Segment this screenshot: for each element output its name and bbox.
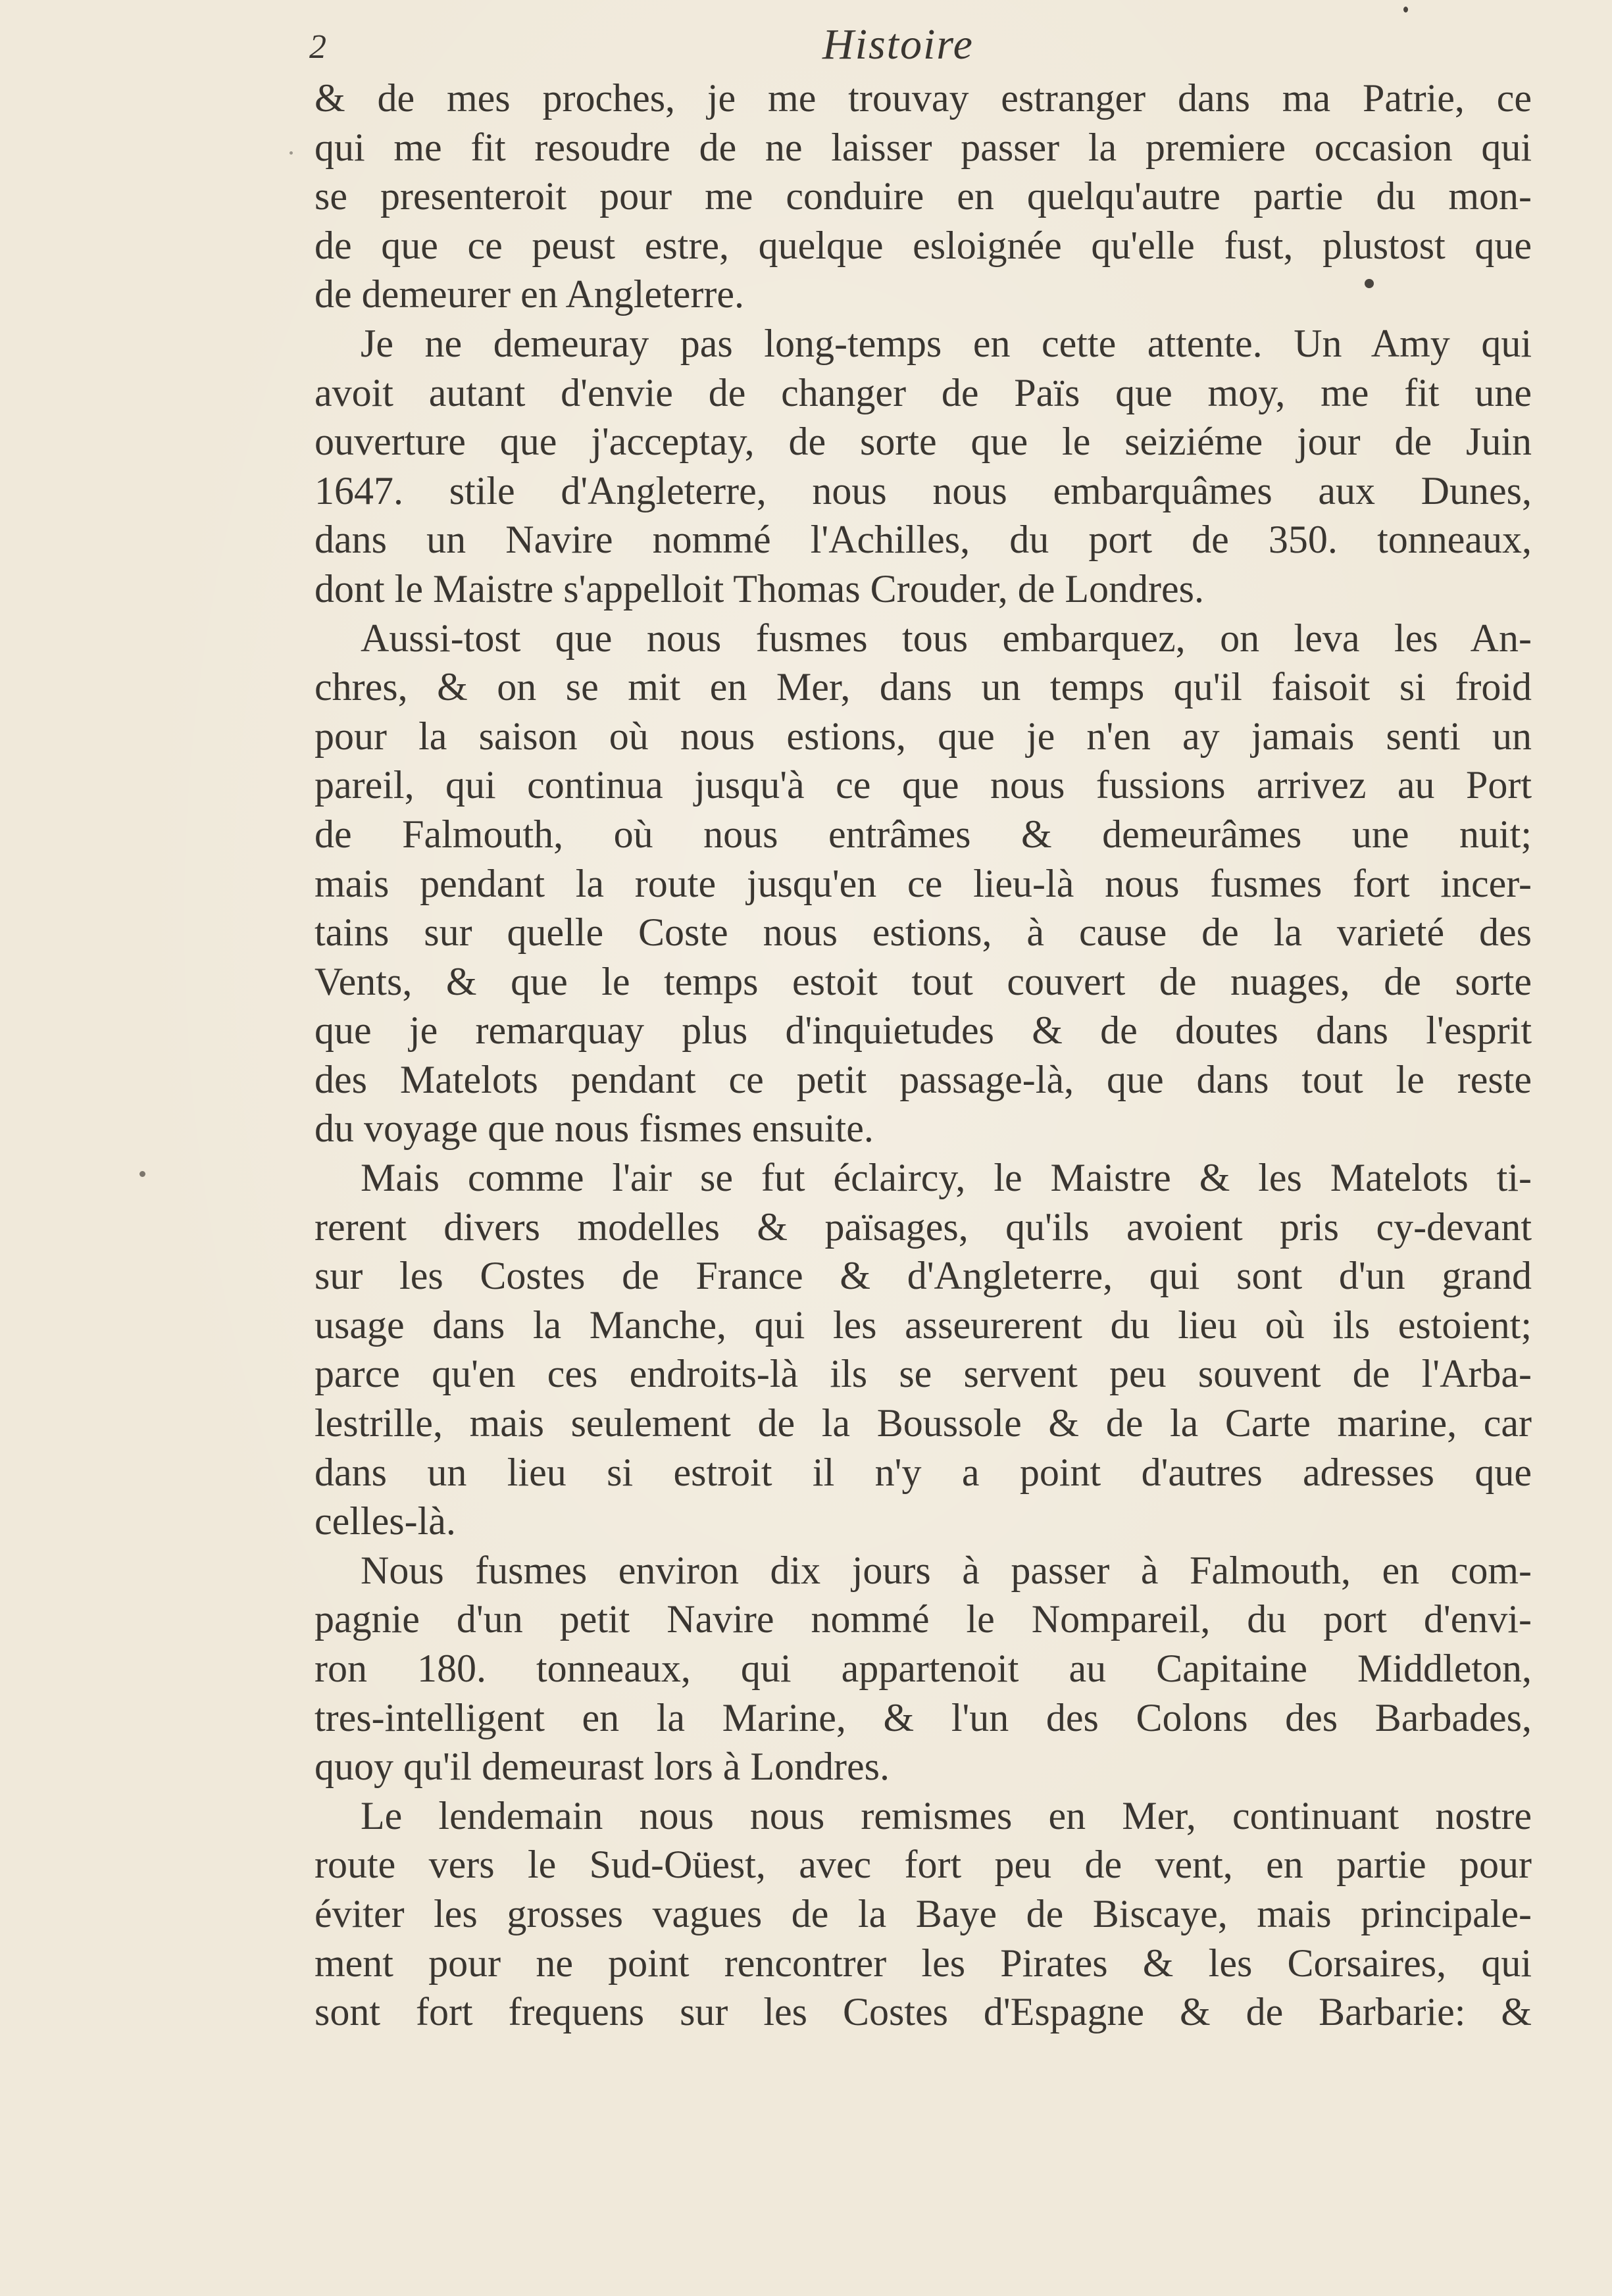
text-line: Je ne demeuray pas long-temps en cette attente. Un Amy qui: [361, 321, 1532, 365]
ink-speck: [290, 151, 293, 155]
text-line: route vers le Sud-Oüest, avec fort peu de vent, en partie pour: [315, 1843, 1532, 1887]
text-line: ron 180. tonneaux, qui appartenoit au Capitaine Middleton,: [315, 1647, 1532, 1690]
text-line: éviter les grosses vagues de la Baye de Biscaye, mais principale-: [315, 1891, 1532, 1935]
running-head: Histoire: [822, 20, 974, 68]
text-line: ouverture que j'acceptay, de sorte que le seiziéme jour de Juin: [315, 420, 1532, 464]
text-line: qui me fit resoudre de ne laisser passer la premiere occasion qui: [315, 125, 1532, 169]
text-line: de Falmouth, où nous entrâmes & demeurâmes une nuit;: [315, 812, 1532, 856]
text-line: pour la saison où nous estions, que je n'en ay jamais senti un: [315, 714, 1532, 758]
text-line: 1647. stile d'Angleterre, nous nous embarquâmes aux Dunes,: [315, 468, 1532, 512]
page-header: [309, 20, 1533, 72]
text-line: tains sur quelle Coste nous estions, à cause de la varieté des: [315, 911, 1532, 955]
text-line: & de mes proches, je me trouvay estranger dans ma Patrie, ce: [315, 76, 1532, 120]
text-line: sont fort frequens sur les Costes d'Espagne & de Barbarie: &: [315, 1990, 1532, 2034]
text-line: parce qu'en ces endroits-là ils se servent peu souvent de l'Arba-: [315, 1352, 1532, 1396]
ink-speck: [1403, 7, 1408, 12]
text-line: de demeurer en Angleterre.: [315, 272, 744, 316]
text-line: sur les Costes de France & d'Angleterre, qui sont d'un grand: [315, 1254, 1532, 1298]
text-line: Le lendemain nous nous remismes en Mer, continuant nostre: [361, 1793, 1532, 1837]
text-line: du voyage que nous fismes ensuite.: [315, 1107, 874, 1151]
text-line: dont le Maistre s'appelloit Thomas Crouder, de Londres.: [315, 566, 1205, 611]
text-line: Aussi-tost que nous fusmes tous embarquez, on leva les An-: [361, 616, 1532, 660]
text-line: dans un lieu si estroit il n'y a point d'autres adresses que: [315, 1450, 1532, 1494]
text-line: pareil, qui continua jusqu'à ce que nous fussions arrivez au Port: [315, 763, 1532, 807]
text-line: Mais comme l'air se fut éclaircy, le Maistre & les Matelots ti-: [361, 1156, 1532, 1200]
text-line: mais pendant la route jusqu'en ce lieu-là nous fusmes fort incer-: [315, 861, 1532, 905]
text-line: rerent divers modelles & païsages, qu'ils avoient pris cy-devant: [315, 1205, 1532, 1249]
text-line: tres-intelligent en la Marine, & l'un des Colons des Barbades,: [315, 1695, 1532, 1739]
ink-speck: [139, 1171, 145, 1177]
text-line: celles-là.: [315, 1499, 456, 1543]
text-line: usage dans la Manche, qui les asseurerent du lieu où ils estoient;: [315, 1303, 1532, 1347]
body-text: [315, 74, 1532, 2037]
text-line: quoy qu'il demeurast lors à Londres.: [315, 1745, 890, 1789]
text-line: que je remarquay plus d'inquietudes & de doutes dans l'esprit: [315, 1009, 1532, 1053]
text-line: Vents, & que le temps estoit tout couvert de nuages, de sorte: [315, 959, 1532, 1003]
text-line: se presenteroit pour me conduire en quelqu'autre partie du mon-: [315, 174, 1532, 218]
text-line: de que ce peust estre, quelque esloignée qu'elle fust, plustost que: [315, 223, 1532, 267]
page-number: 2: [309, 28, 326, 66]
text-line: dans un Navire nommé l'Achilles, du port de 350. tonneaux,: [315, 518, 1532, 562]
text-line: pagnie d'un petit Navire nommé le Nompareil, du port d'envi-: [315, 1597, 1532, 1641]
text-line: Nous fusmes environ dix jours à passer à Falmouth, en com-: [361, 1548, 1532, 1592]
ink-speck: [1365, 279, 1374, 288]
text-line: ment pour ne point rencontrer les Pirates & les Corsaires, qui: [315, 1941, 1532, 1985]
text-line: des Matelots pendant ce petit passage-là, que dans tout le reste: [315, 1057, 1532, 1101]
text-line: chres, & on se mit en Mer, dans un temps qu'il faisoit si froid: [315, 665, 1532, 709]
text-line: avoit autant d'envie de changer de Païs que moy, me fit une: [315, 370, 1532, 414]
text-line: lestrille, mais seulement de la Boussole & de la Carte marine, car: [315, 1401, 1532, 1445]
